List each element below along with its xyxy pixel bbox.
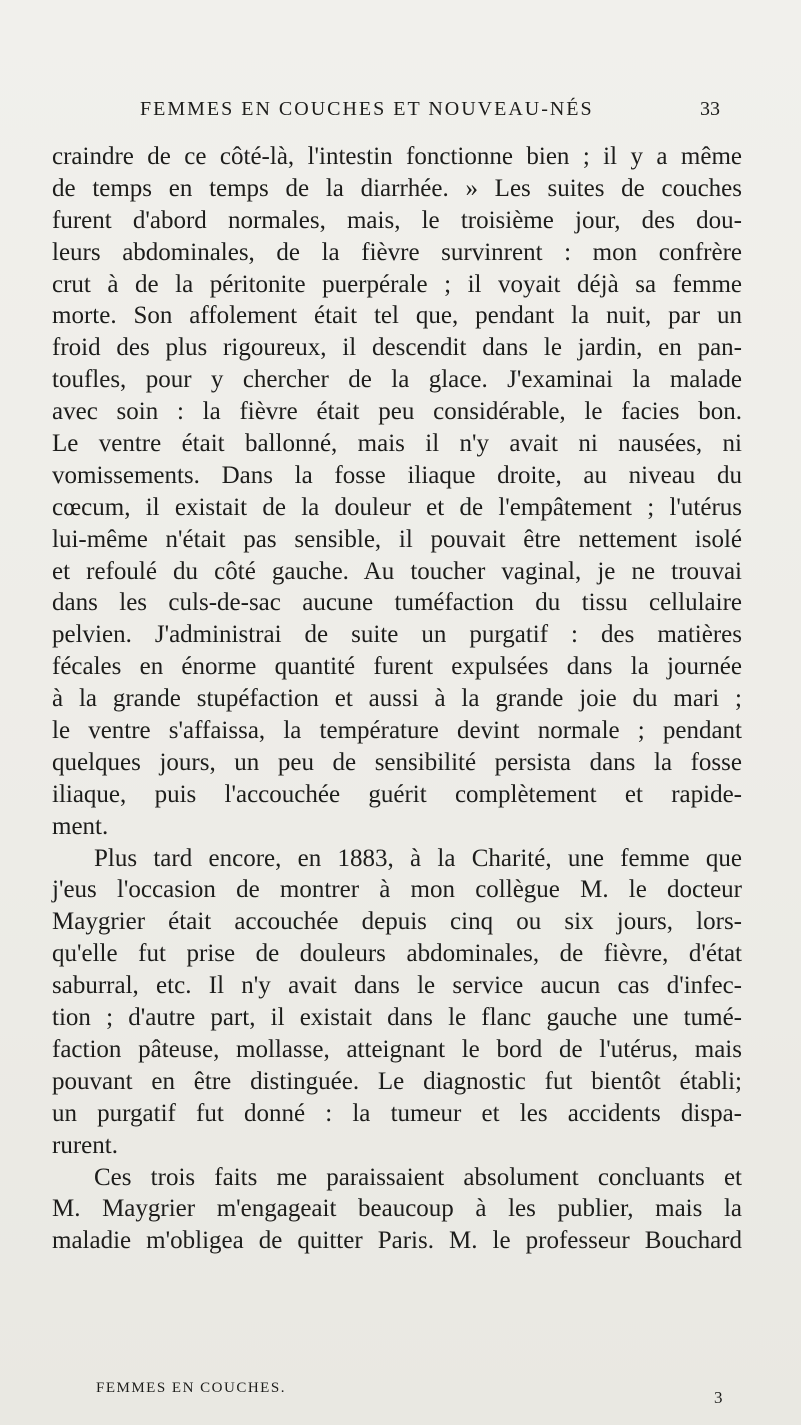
text-line: furent d'abord normales, mais, le troisième jour, des dou- <box>52 206 742 234</box>
text-line: morte. Son affolement était tel que, pendant la nuit, par un <box>52 302 742 330</box>
text-line: Le ventre était ballonné, mais il n'y avait ni nausées, ni <box>52 430 742 458</box>
text-line: toufles, pour y chercher de la glace. J'examinai la malade <box>52 366 742 394</box>
text-line: le ventre s'affaissa, la température devint normale ; pendant <box>52 717 742 745</box>
text-line: saburral, etc. Il n'y avait dans le service aucun cas d'infec- <box>52 972 742 1000</box>
running-head <box>0 98 801 128</box>
text-line: un purgatif fut donné : la tumeur et les accidents dispa- <box>52 1099 742 1127</box>
signature-title: FEMMES EN COUCHES. <box>96 1380 286 1396</box>
page-number: 33 <box>700 98 720 120</box>
text-line: M. Maygrier m'engageait beaucoup à les publier, mais la <box>52 1195 742 1223</box>
text-line: tion ; d'autre part, il existait dans le flanc gauche une tumé- <box>52 1004 742 1032</box>
paragraph-start-line: Ces trois faits me paraissaient absolument concluants et <box>94 1163 742 1191</box>
text-line: maladie m'obligea de quitter Paris. M. le professeur Bouchard <box>52 1227 742 1255</box>
text-line: à la grande stupéfaction et aussi à la grande joie du mari ; <box>52 685 742 713</box>
text-line: quelques jours, un peu de sensibilité persista dans la fosse <box>52 748 742 776</box>
text-line: froid des plus rigoureux, il descendit dans le jardin, en pan- <box>52 334 742 362</box>
text-line: faction pâteuse, mollasse, atteignant le bord de l'utérus, mais <box>52 1035 742 1063</box>
text-line: craindre de ce côté-là, l'intestin fonctionne bien ; il y a même <box>52 143 742 170</box>
text-line: cœcum, il existait de la douleur et de l'empâtement ; l'utérus <box>52 493 742 521</box>
text-line: vomissements. Dans la fosse iliaque droite, au niveau du <box>52 461 742 489</box>
text-line: iliaque, puis l'accouchée guérit complètement et rapide- <box>52 780 742 808</box>
text-line: avec soin : la fièvre était peu considérable, le facies bon. <box>52 398 742 426</box>
signature-mark: 3 <box>714 1388 723 1407</box>
paragraph-end-line: rurent. <box>52 1131 118 1159</box>
body-text <box>52 141 742 1257</box>
text-line: leurs abdominales, de la fièvre survinrent : mon confrère <box>52 238 742 266</box>
text-line: dans les culs-de-sac aucune tuméfaction du tissu cellulaire <box>52 589 742 617</box>
text-line: pouvant en être distinguée. Le diagnostic fut bientôt établi; <box>52 1067 742 1095</box>
text-line: et refoulé du côté gauche. Au toucher vaginal, je ne trouvai <box>52 557 742 585</box>
text-line: pelvien. J'administrai de suite un purgatif : des matières <box>52 621 742 649</box>
text-line: lui-même n'était pas sensible, il pouvait être nettement isolé <box>52 525 742 553</box>
text-line: de temps en temps de la diarrhée. » Les suites de couches <box>52 174 742 202</box>
text-line: Maygrier était accouchée depuis cinq ou six jours, lors- <box>52 908 742 936</box>
paragraph-start-line: Plus tard encore, en 1883, à la Charité, une femme que <box>94 844 742 872</box>
text-line: j'eus l'occasion de montrer à mon collègue M. le docteur <box>52 876 742 904</box>
printer-signature <box>96 1380 746 1406</box>
paragraph-end-line: ment. <box>52 812 109 840</box>
text-line: fécales en énorme quantité furent expulsées dans la journée <box>52 653 742 681</box>
text-line: qu'elle fut prise de douleurs abdominales, de fièvre, d'état <box>52 940 742 968</box>
running-title: FEMMES EN COUCHES ET NOUVEAU-NÉS <box>140 98 594 120</box>
text-line: crut à de la péritonite puerpérale ; il voyait déjà sa femme <box>52 270 742 298</box>
